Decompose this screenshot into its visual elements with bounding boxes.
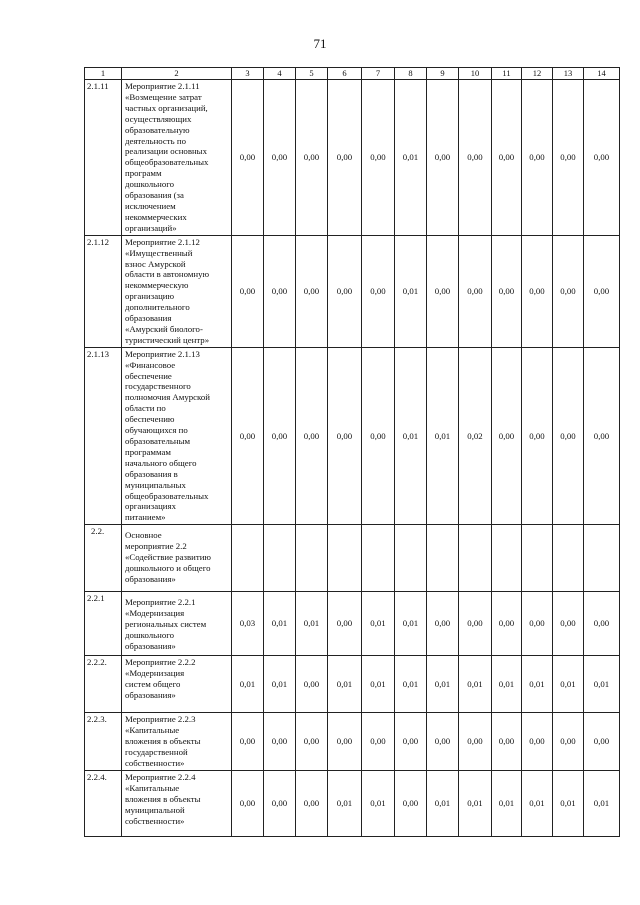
value-cell: 0,00 — [362, 347, 395, 525]
value-cell: 0,00 — [492, 235, 522, 347]
value-cell: 0,01 — [395, 592, 427, 656]
column-header: 13 — [553, 68, 584, 80]
header-row — [85, 68, 620, 80]
value-cell: 0,00 — [264, 80, 296, 236]
table-row — [85, 347, 620, 525]
table-row — [85, 235, 620, 347]
row-description: Мероприятие 2.1.13 «Финансовое обеспечение государственного полномочия Амурской области по обеспечению обучающихся по образовательным программам начального общего образования в муниципальных общеобразовательных организациях питанием» — [122, 347, 232, 525]
value-cell: 0,00 — [296, 80, 328, 236]
value-cell: 0,00 — [232, 80, 264, 236]
value-cell: 0,00 — [296, 235, 328, 347]
value-cell: 0,00 — [553, 713, 584, 771]
value-cell: 0,00 — [328, 592, 362, 656]
value-cell: 0,00 — [264, 347, 296, 525]
value-cell: 0,00 — [264, 713, 296, 771]
column-header: 7 — [362, 68, 395, 80]
value-cell — [328, 525, 362, 592]
column-header: 3 — [232, 68, 264, 80]
value-cell: 0,01 — [296, 592, 328, 656]
row-number: 2.2.3. — [85, 713, 122, 771]
value-cell — [522, 525, 553, 592]
value-cell: 0,01 — [328, 771, 362, 837]
value-cell: 0,00 — [522, 235, 553, 347]
value-cell — [362, 525, 395, 592]
row-number: 2.1.11 — [85, 80, 122, 236]
value-cell — [553, 525, 584, 592]
value-cell: 0,00 — [459, 80, 492, 236]
funding-table — [84, 67, 620, 837]
value-cell: 0,01 — [553, 771, 584, 837]
row-description: Мероприятие 2.1.12 «Имущественный взнос Амурской области в автономную некоммерческую организацию дополнительного образования «Амурский биолого- туристический центр» — [122, 235, 232, 347]
column-header: 14 — [584, 68, 620, 80]
value-cell: 0,00 — [522, 347, 553, 525]
row-description: Мероприятие 2.1.11 «Возмещение затрат частных организаций, осуществляющих образовательную деятельность по реализации основных общеобразовательных программ дошкольного образования (за исключением некоммерческих организаций» — [122, 80, 232, 236]
value-cell: 0,00 — [427, 80, 459, 236]
value-cell: 0,01 — [362, 771, 395, 837]
column-header: 9 — [427, 68, 459, 80]
value-cell — [296, 525, 328, 592]
value-cell: 0,00 — [427, 592, 459, 656]
value-cell: 0,01 — [492, 771, 522, 837]
column-header: 5 — [296, 68, 328, 80]
value-cell — [459, 525, 492, 592]
value-cell: 0,00 — [522, 592, 553, 656]
value-cell: 0,00 — [584, 592, 620, 656]
value-cell: 0,00 — [395, 771, 427, 837]
value-cell — [584, 525, 620, 592]
column-header: 8 — [395, 68, 427, 80]
value-cell: 0,00 — [584, 713, 620, 771]
value-cell: 0,01 — [264, 592, 296, 656]
value-cell: 0,01 — [584, 771, 620, 837]
value-cell: 0,00 — [492, 347, 522, 525]
value-cell: 0,01 — [459, 656, 492, 713]
column-header: 12 — [522, 68, 553, 80]
value-cell: 0,01 — [427, 347, 459, 525]
value-cell: 0,00 — [553, 235, 584, 347]
row-description: Мероприятие 2.2.4 «Капитальные вложения в объекты муниципальной собственности» — [122, 771, 232, 837]
value-cell: 0,01 — [584, 656, 620, 713]
row-description: Мероприятие 2.2.1 «Модернизация региональных систем дошкольного образования» — [122, 592, 232, 656]
table-row — [85, 592, 620, 656]
value-cell: 0,00 — [362, 80, 395, 236]
value-cell: 0,00 — [522, 80, 553, 236]
value-cell — [232, 525, 264, 592]
value-cell: 0,01 — [395, 656, 427, 713]
page-number: 71 — [313, 36, 327, 51]
value-cell: 0,00 — [553, 80, 584, 236]
value-cell: 0,01 — [492, 656, 522, 713]
value-cell: 0,00 — [296, 656, 328, 713]
row-description: Мероприятие 2.2.3 «Капитальные вложения в объекты государственной собственности» — [122, 713, 232, 771]
value-cell: 0,01 — [459, 771, 492, 837]
value-cell: 0,00 — [362, 713, 395, 771]
value-cell: 0,00 — [296, 347, 328, 525]
value-cell: 0,01 — [427, 771, 459, 837]
value-cell: 0,01 — [264, 656, 296, 713]
value-cell: 0,01 — [427, 656, 459, 713]
value-cell: 0,01 — [362, 592, 395, 656]
value-cell: 0,00 — [264, 235, 296, 347]
value-cell — [427, 525, 459, 592]
value-cell: 0,00 — [584, 347, 620, 525]
value-cell: 0,01 — [328, 656, 362, 713]
table-row — [85, 771, 620, 837]
value-cell: 0,00 — [492, 80, 522, 236]
column-header: 2 — [122, 68, 232, 80]
value-cell: 0,00 — [395, 713, 427, 771]
value-cell: 0,00 — [232, 235, 264, 347]
value-cell: 0,00 — [264, 771, 296, 837]
value-cell: 0,00 — [232, 713, 264, 771]
value-cell — [492, 525, 522, 592]
column-header: 1 — [85, 68, 122, 80]
value-cell: 0,00 — [459, 592, 492, 656]
value-cell: 0,01 — [232, 656, 264, 713]
row-description: Основное мероприятие 2.2 «Содействие развитию дошкольного и общего образования» — [122, 525, 232, 592]
value-cell: 0,00 — [584, 80, 620, 236]
value-cell — [395, 525, 427, 592]
value-cell: 0,00 — [553, 592, 584, 656]
value-cell: 0,00 — [584, 235, 620, 347]
value-cell: 0,00 — [296, 771, 328, 837]
row-number: 2.2.2. — [85, 656, 122, 713]
value-cell: 0,01 — [553, 656, 584, 713]
value-cell: 0,00 — [553, 347, 584, 525]
value-cell: 0,00 — [328, 235, 362, 347]
column-header: 4 — [264, 68, 296, 80]
value-cell: 0,00 — [522, 713, 553, 771]
value-cell — [264, 525, 296, 592]
value-cell: 0,01 — [522, 656, 553, 713]
value-cell: 0,00 — [362, 235, 395, 347]
row-number: 2.2. — [85, 525, 122, 592]
value-cell: 0,00 — [427, 235, 459, 347]
value-cell: 0,01 — [362, 656, 395, 713]
value-cell: 0,00 — [459, 713, 492, 771]
row-number: 2.2.1 — [85, 592, 122, 656]
value-cell: 0,00 — [492, 592, 522, 656]
value-cell: 0,01 — [395, 80, 427, 236]
value-cell: 0,00 — [328, 713, 362, 771]
value-cell: 0,00 — [232, 771, 264, 837]
table-row — [85, 713, 620, 771]
value-cell: 0,01 — [395, 347, 427, 525]
value-cell: 0,01 — [522, 771, 553, 837]
value-cell: 0,00 — [232, 347, 264, 525]
column-header: 6 — [328, 68, 362, 80]
value-cell: 0,03 — [232, 592, 264, 656]
value-cell: 0,00 — [328, 80, 362, 236]
row-number: 2.2.4. — [85, 771, 122, 837]
table-row — [85, 525, 620, 592]
column-header: 10 — [459, 68, 492, 80]
column-header: 11 — [492, 68, 522, 80]
table-row — [85, 656, 620, 713]
value-cell: 0,00 — [427, 713, 459, 771]
row-number: 2.1.12 — [85, 235, 122, 347]
value-cell: 0,01 — [395, 235, 427, 347]
row-number: 2.1.13 — [85, 347, 122, 525]
value-cell: 0,00 — [459, 235, 492, 347]
value-cell: 0,00 — [492, 713, 522, 771]
table-row — [85, 80, 620, 236]
value-cell: 0,00 — [296, 713, 328, 771]
value-cell: 0,00 — [328, 347, 362, 525]
row-description: Мероприятие 2.2.2 «Модернизация систем общего образования» — [122, 656, 232, 713]
value-cell: 0,02 — [459, 347, 492, 525]
